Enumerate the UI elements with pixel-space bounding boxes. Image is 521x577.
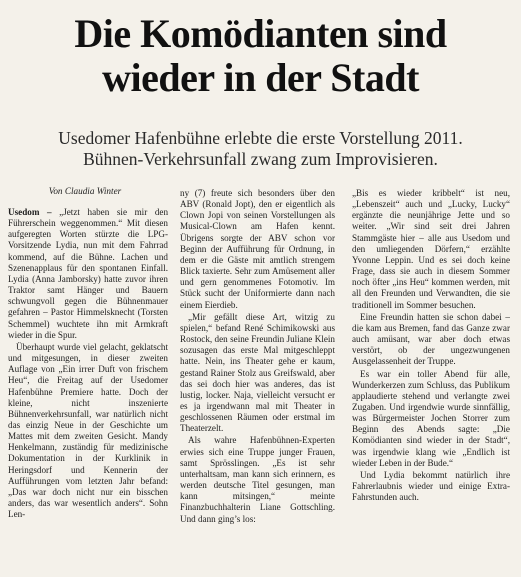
paragraph: Und Lydia bekommt natürlich ihre Fahrerlaubnis wieder und einige Extra-Fahrstunden auch. [352, 469, 510, 503]
subheadline [0, 128, 521, 170]
paragraph: „Bis es wieder kribbelt“ ist neu, „Lebenszeit“ auch und „Lucky, Lucky“ ergänzte die neunjährige Jette und so weiter. „Wir sind seit drei Jahren Stammgäste hier – alle aus Usedom und den umliegenden Dörfern,“ erzählte Yvonne Leppin. Und es sei doch keine Frage, dass sie auch in diesem Sommer noch öfter „ins Heu“ kommen werden, mit all den Freunden und Verwandten, die sie traditionell im Sommer besuchen. [352, 188, 510, 310]
byline: Von Claudia Winter [48, 186, 122, 196]
subheadline-line-2: Bühnen-Verkehrsunfall zwang zum Improvisieren. [83, 149, 438, 169]
paragraph: „Mir gefällt diese Art, witzig zu spielen,“ befand René Schimikowski aus Rostock, den seine Freundin Juliane Klein sozusagen das erste Mal mitgeschleppt hatte. Nein, ins Theater gehe er kaum, gestand Rainer Stolz aus Greifswald, aber das sei doch hier was anderes, das ist lustig, locker. Naja, vielleicht versucht er es ja irgendwann mal mit Theater in geschlossenen Räumen oder erstmal im Theaterzelt. [180, 311, 335, 434]
subheadline-line-1: Usedomer Hafenbühne erlebte die erste Vorstellung 2011. [58, 128, 463, 148]
paragraph [8, 207, 168, 341]
article-column-1 [8, 207, 168, 520]
article-column-3 [352, 188, 510, 503]
headline-line-2: wieder in der Stadt [102, 55, 419, 100]
headline-line-1: Die Komödianten sind [74, 11, 447, 56]
headline [0, 12, 521, 100]
paragraph: Überhaupt wurde viel gelacht, geklatscht und mitgesungen, in dieser zweiten Auflage von „Ein irrer Duft von frischem Heu“, die Freitag auf der Usedomer Hafenbühne Premiere hatte. Doch der kleine, nicht inszenierte Bühnenverkehrsunfall, war natürlich nicht das einzig Neue in der Geschichte um Mattes mit dem zweiten Gesicht. Mandy Henkelmann, zuständig für medizinische Dokumentation in der Kurklinik in Heringsdorf und Kennerin der Aufführungen vom letzten Jahr befand: „Das war doch nicht nur ein bisschen anders, das war wesentlich anders“. Sohn Len- [8, 341, 168, 520]
article-column-2 [180, 188, 335, 525]
paragraph: Eine Freundin hatten sie schon dabei – die kam aus Bremen, fand das Ganze zwar auch amüsant, war aber doch etwas verstört, ob der ungezwungenen Ausgelassenheit der Truppe. [352, 311, 510, 367]
paragraph: Als wahre Hafenbühnen-Experten erwies sich eine Truppe junger Frauen, samt Sprösslingen. „Es ist sehr unterhaltsam, man kann sich erinnern, es werden deutsche Titel gesungen, man kann mitsingen,“ meinte Finanzbuchhalterin Liane Gottschling. Und dann ging’s los: [180, 435, 335, 524]
dateline: Usedom – [8, 207, 60, 217]
paragraph: Es war ein toller Abend für alle, Wunderkerzen zum Schluss, das Publikum applaudierte stehend und verlangte zwei Zugaben. Und irgendwie wurde sinnfällig, was Bürgermeister Jochen Storrer zum Beginn des Abends sagte: „Die Komödianten sind wieder in der Stadt“, was irgendwie klang wie „Endlich ist wieder Leben in der Bude.“ [352, 368, 510, 468]
paragraph-text: „Jetzt haben sie mir den Führerschein weggenommen.“ Mit diesen aufgeregten Worten stürzte die LPG-Vorsitzende Lydia, nun mit dem Fahrrad kommend, auf die Bühne. Lachen und Szenenapplaus für den spontanen Einfall. Lydia (Anna Jamborsky) hatte zuvor ihren Traktor samt Hänger und Bauern schwungvoll gegen die Bühnenmauer gefahren – Pastor Himmelsknecht (Torsten Schemmel) wuchtete ihn mit Armkraft wieder in die Spur. [8, 207, 169, 340]
paragraph: ny (7) freute sich besonders über den ABV (Ronald Jopt), den er eigentlich als Clown Jopi von seinen Vorstellungen als Musical-Clown am Hafen kennt. Übrigens sorgte der ABV schon vor Beginn der Aufführung für Ordnung, in dem er die Gäste mit amtlich strengem Blick taxierte. Sehr zum Amüsement aller und gern genommenes Fotomotiv. Im Stück sucht der Uniformierte dann nach einem Eierdieb. [180, 188, 335, 310]
